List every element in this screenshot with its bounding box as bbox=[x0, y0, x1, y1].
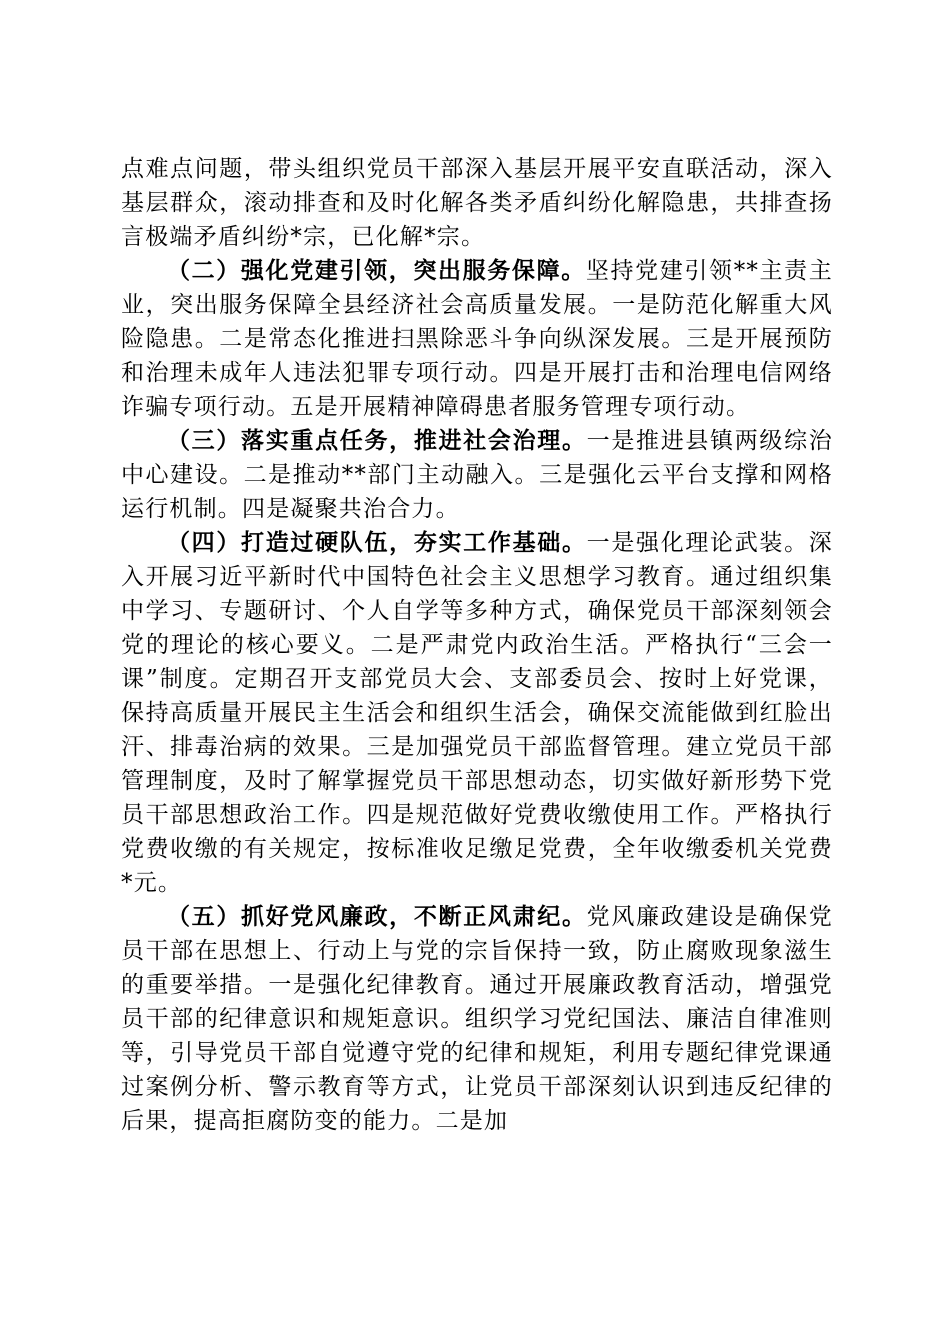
paragraph-1 bbox=[121, 152, 833, 254]
paragraph-text: 党风廉政建设是确保党员干部在思想上、行动上与党的宗旨保持一致，防止腐败现象滋生的重要举措。一是强化纪律教育。通过开展廉政教育活动，增强党员干部的纪律意识和规矩意识。组织学习党纪国法、廉洁自律准则等，引导党员干部自觉遵守党的纪律和规矩，利用专题纪律党课通过案例分析、警示教育等方式，让党员干部深刻认识到违反纪律的后果，提高拒腐防变的能力。二是加 bbox=[121, 904, 833, 1134]
paragraph-5 bbox=[121, 900, 833, 1138]
paragraph-text: 一是强化理论武装。深入开展习近平新时代中国特色社会主义思想学习教育。通过组织集中学习、专题研讨、个人自学等多种方式，确保党员干部深刻领会党的理论的核心要义。二是严肃党内政治生活。严格执行“三会一课”制度。定期召开支部党员大会、支部委员会、按时上好党课，保持高质量开展民主生活会和组织生活会，确保交流能做到红脸出汗、排毒治病的效果。三是加强党员干部监督管理。建立党员干部管理制度，及时了解掌握党员干部思想动态，切实做好新形势下党员干部思想政治工作。四是规范做好党费收缴使用工作。严格执行党费收缴的有关规定，按标准收足缴足党费，全年收缴委机关党费*元。 bbox=[121, 530, 833, 896]
document-body bbox=[121, 152, 833, 1138]
paragraph-2 bbox=[121, 254, 833, 424]
paragraph-text: 点难点问题，带头组织党员干部深入基层开展平安直联活动，深入基层群众，滚动排查和及时化解各类矛盾纠纷化解隐患，共排查扬言极端矛盾纠纷*宗，已化解*宗。 bbox=[121, 156, 833, 250]
section-heading-2: （二）强化党建引领，突出服务保障。 bbox=[167, 257, 586, 284]
paragraph-text: 一是推进县镇两级综治中心建设。二是推动**部门主动融入。三是强化云平台支撑和网格运行机制。四是凝聚共治合力。 bbox=[121, 428, 833, 522]
section-heading-5: （五）抓好党风廉政，不断正风肃纪。 bbox=[167, 903, 587, 930]
paragraph-4 bbox=[121, 526, 833, 900]
section-heading-3: （三）落实重点任务，推进社会治理。 bbox=[167, 427, 587, 454]
section-heading-4: （四）打造过硬队伍，夯实工作基础。 bbox=[167, 529, 587, 556]
paragraph-text: 坚持党建引领**主责主业，突出服务保障全县经济社会高质量发展。一是防范化解重大风险隐患。二是常态化推进扫黑除恶斗争向纵深发展。三是开展预防和治理未成年人违法犯罪专项行动。四是开展打击和治理电信网络诈骗专项行动。五是开展精神障碍患者服务管理专项行动。 bbox=[121, 258, 834, 420]
paragraph-3 bbox=[121, 424, 833, 526]
